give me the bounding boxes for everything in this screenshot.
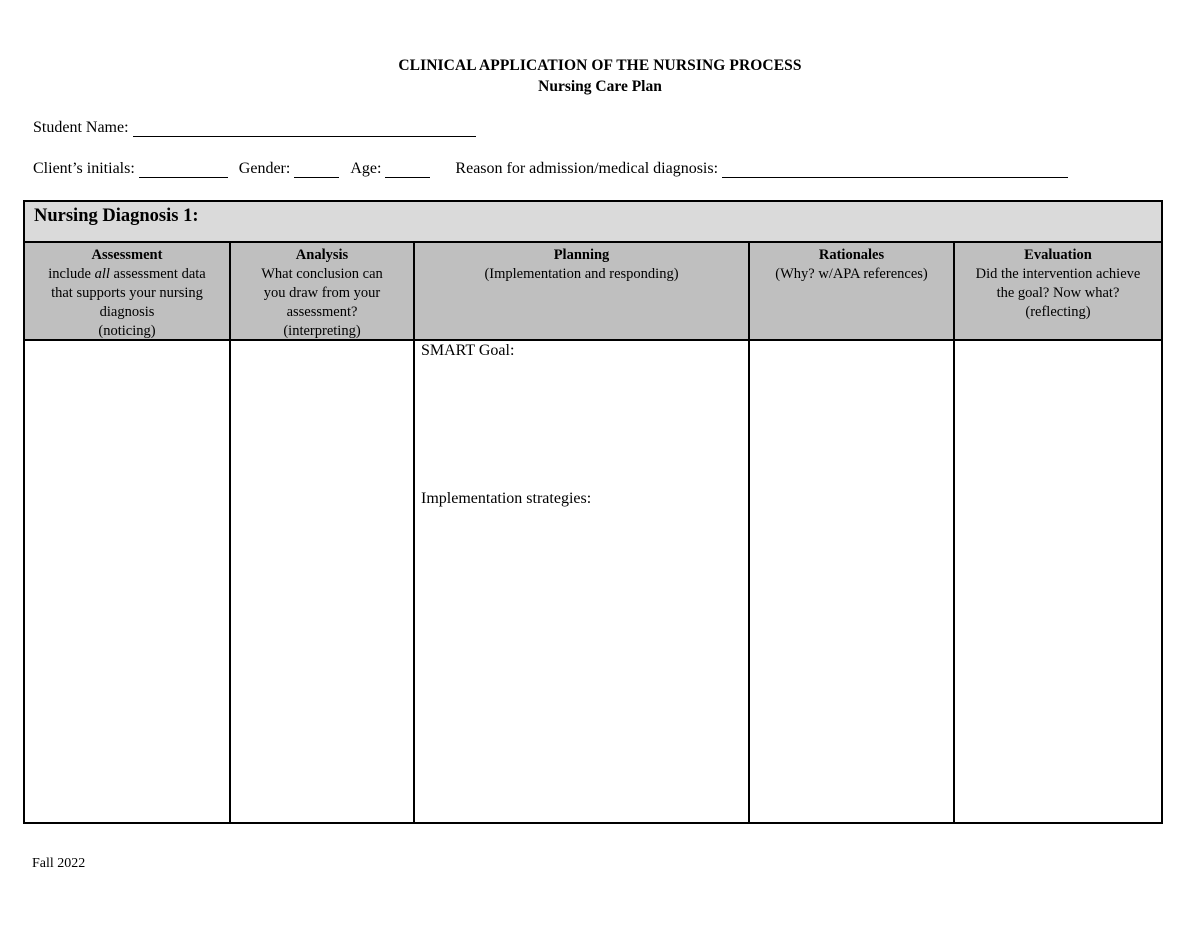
document-title: CLINICAL APPLICATION OF THE NURSING PROCESS — [398, 57, 802, 74]
analysis-heading: Analysis — [295, 247, 349, 263]
rationales-cell[interactable] — [750, 341, 953, 822]
student-name-row — [33, 119, 476, 137]
evaluation-cell[interactable] — [955, 341, 1161, 822]
client-info-row — [33, 160, 1068, 178]
evaluation-header — [955, 246, 1161, 322]
analysis-desc-line3: assessment? — [286, 304, 358, 320]
evaluation-desc-line3: (reflecting) — [1025, 304, 1091, 320]
planning-desc-line1: (Implementation and responding) — [484, 266, 679, 282]
nursing-diagnosis-row[interactable] — [25, 202, 1161, 243]
analysis-desc-line2: you draw from your — [263, 285, 381, 301]
planning-header — [415, 246, 748, 284]
age-field[interactable] — [385, 162, 430, 178]
evaluation-desc-line2: the goal? Now what? — [996, 285, 1120, 301]
gender-label: Gender: — [238, 160, 291, 177]
rationales-header — [750, 246, 953, 284]
assessment-desc-line1: include all assessment data — [48, 266, 206, 282]
client-initials-label: Client’s initials: — [33, 160, 135, 177]
assessment-desc-line4: (noticing) — [98, 323, 156, 339]
rationales-desc-line1: (Why? w/APA references) — [775, 266, 928, 282]
reason-field[interactable] — [722, 162, 1068, 178]
reason-label: Reason for admission/medical diagnosis: — [455, 160, 719, 177]
column-header-row — [25, 243, 1161, 341]
assessment-header — [25, 246, 229, 341]
assessment-cell[interactable] — [25, 341, 229, 822]
footer-term: Fall 2022 — [32, 856, 86, 871]
analysis-header — [231, 246, 413, 341]
care-plan-table — [23, 200, 1163, 824]
assessment-heading: Assessment — [91, 247, 163, 263]
document-subtitle: Nursing Care Plan — [538, 78, 662, 95]
student-name-label: Student Name: — [33, 119, 129, 136]
nursing-diagnosis-label: Nursing Diagnosis 1: — [34, 206, 199, 226]
evaluation-heading: Evaluation — [1024, 247, 1092, 263]
assessment-desc-line2: that supports your nursing — [51, 285, 203, 301]
student-name-field[interactable] — [133, 121, 476, 137]
analysis-desc-line1: What conclusion can — [261, 266, 383, 282]
analysis-cell[interactable] — [231, 341, 413, 822]
evaluation-desc-line1: Did the intervention achieve — [975, 266, 1141, 282]
client-initials-field[interactable] — [139, 162, 228, 178]
planning-heading: Planning — [553, 247, 610, 263]
gender-field[interactable] — [294, 162, 339, 178]
analysis-desc-line4: (interpreting) — [283, 323, 361, 339]
implementation-strategies-label: Implementation strategies: — [421, 490, 592, 507]
rationales-heading: Rationales — [818, 247, 885, 263]
assessment-desc-line3: diagnosis — [99, 304, 155, 320]
planning-cell[interactable] — [415, 341, 748, 822]
smart-goal-label: SMART Goal: — [421, 342, 515, 359]
age-label: Age: — [350, 160, 382, 177]
